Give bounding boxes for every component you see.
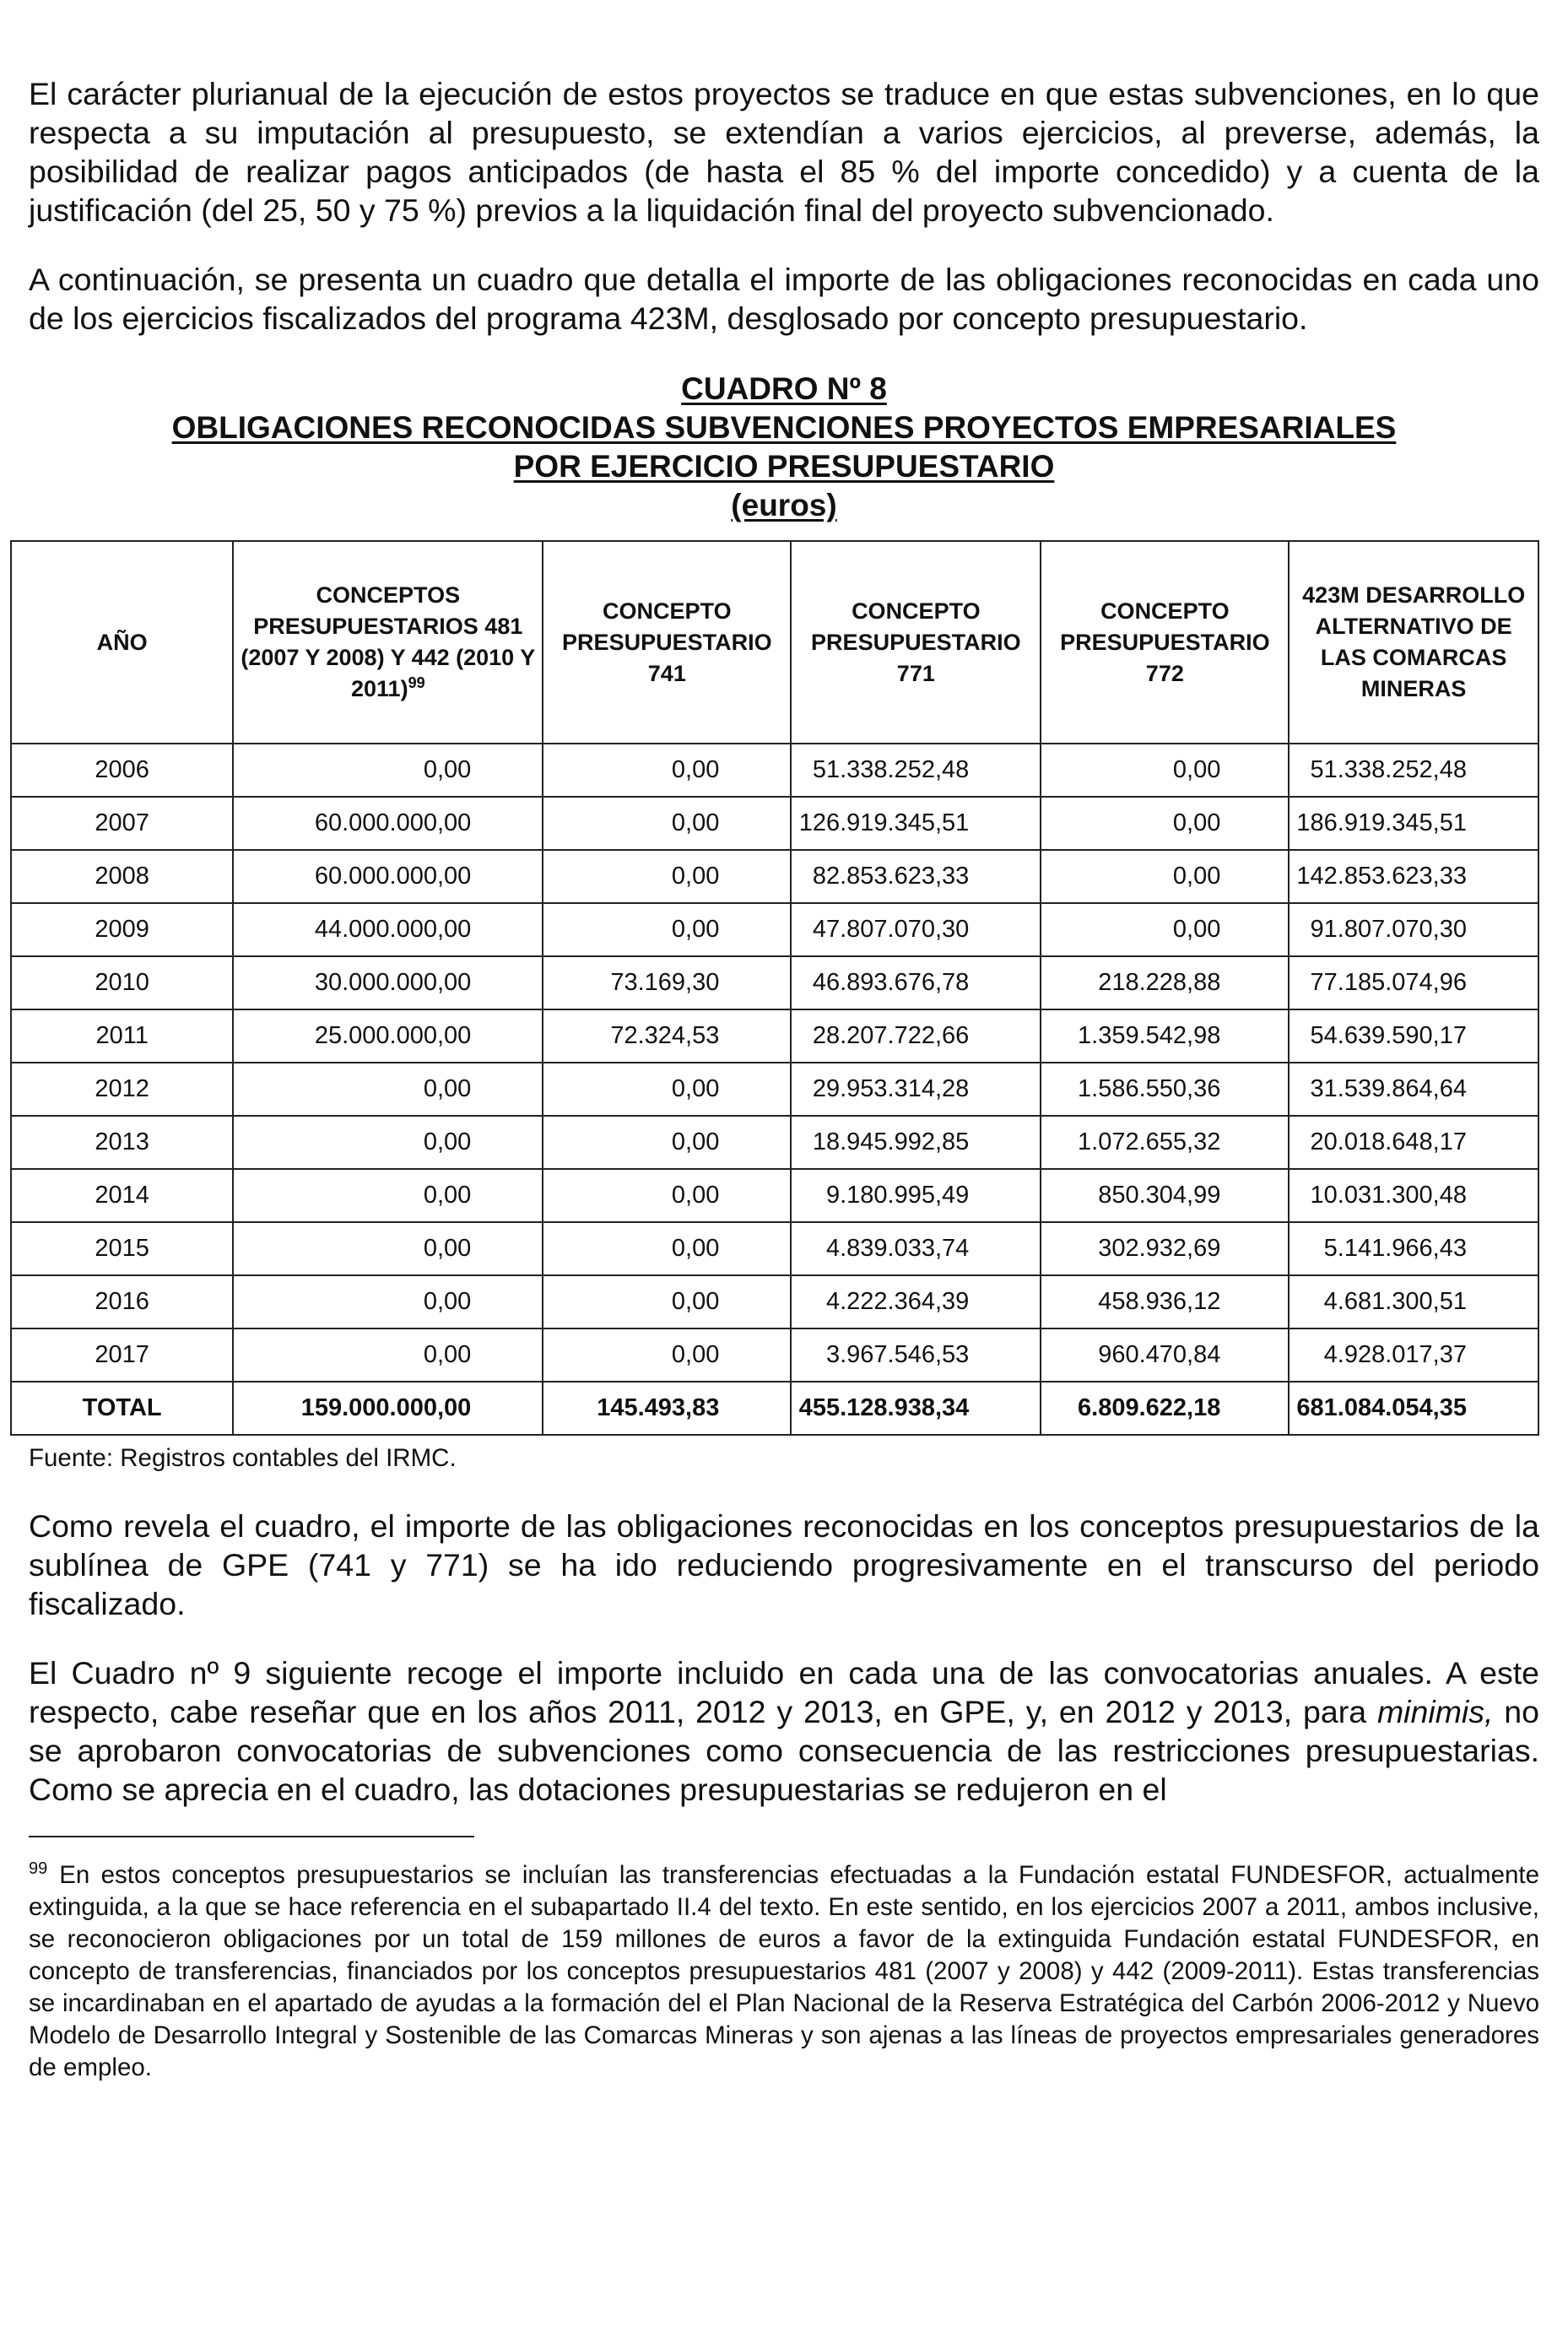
cell-value: 60.000.000,00 xyxy=(233,850,543,903)
table-row xyxy=(11,1275,1538,1328)
cell-value: 4.222.364,39 xyxy=(791,1275,1041,1328)
table-title-sub: POR EJERCICIO PRESUPUESTARIO xyxy=(513,449,1055,484)
table-total-row xyxy=(11,1382,1538,1435)
cell-value: 77.185.074,96 xyxy=(1289,956,1538,1009)
cell-year: 2017 xyxy=(11,1328,233,1382)
table-title-number: CUADRO Nº 8 xyxy=(681,371,887,406)
header-concept-771: CONCEPTO PRESUPUESTARIO 771 xyxy=(791,541,1041,744)
header-concept-741: CONCEPTO PRESUPUESTARIO 741 xyxy=(543,541,791,744)
cell-value: 25.000.000,00 xyxy=(233,1009,543,1063)
cell-value: 0,00 xyxy=(233,1328,543,1382)
cell-value: 0,00 xyxy=(233,1275,543,1328)
table-row xyxy=(11,1116,1538,1169)
cell-value: 458.936,12 xyxy=(1041,1275,1289,1328)
cell-value: 145.493,83 xyxy=(543,1382,791,1435)
cell-value: 0,00 xyxy=(543,744,791,797)
table-row xyxy=(11,903,1538,956)
footnote-separator xyxy=(29,1836,474,1837)
footnote-99 xyxy=(29,1853,1539,2084)
cell-value: 73.169,30 xyxy=(543,956,791,1009)
table-row xyxy=(11,1169,1538,1222)
header-concepts-481-442-label: CONCEPTOS PRESUPUESTARIOS 481 (2007 Y 2008) Y 442 (2010 Y 2011) xyxy=(241,582,536,701)
cell-value: 28.207.722,66 xyxy=(791,1009,1041,1063)
cell-value: 31.539.864,64 xyxy=(1289,1063,1538,1116)
cell-value: 681.084.054,35 xyxy=(1289,1382,1538,1435)
cell-value: 4.681.300,51 xyxy=(1289,1275,1538,1328)
cell-value: 0,00 xyxy=(1041,797,1289,850)
cell-value: 126.919.345,51 xyxy=(791,797,1041,850)
cell-value: 4.928.017,37 xyxy=(1289,1328,1538,1382)
cell-year: 2007 xyxy=(11,797,233,850)
table-source: Fuente: Registros contables del IRMC. xyxy=(29,1444,457,1472)
table-header-row xyxy=(11,541,1538,744)
cell-value: 218.228,88 xyxy=(1041,956,1289,1009)
document-page xyxy=(29,74,1539,2084)
cell-value: 0,00 xyxy=(233,1169,543,1222)
cell-value: 5.141.966,43 xyxy=(1289,1222,1538,1275)
cell-value: 1.586.550,36 xyxy=(1041,1063,1289,1116)
table-row xyxy=(11,797,1538,850)
cell-year: 2012 xyxy=(11,1063,233,1116)
cell-value: 850.304,99 xyxy=(1041,1169,1289,1222)
cell-value: 0,00 xyxy=(543,1328,791,1382)
cell-value: 186.919.345,51 xyxy=(1289,797,1538,850)
cell-value: 54.639.590,17 xyxy=(1289,1009,1538,1063)
header-year: AÑO xyxy=(11,541,233,744)
cell-value: 0,00 xyxy=(543,1169,791,1222)
cell-value: 46.893.676,78 xyxy=(791,956,1041,1009)
paragraph-3: Como revela el cuadro, el importe de las obligaciones reconocidas en los conceptos presupuestarios de la sublínea de GPE (741 y 771) se ha ido reduciendo progresivamente en el transcurso del periodo fiscalizado. xyxy=(29,1508,1539,1621)
cell-value: 960.470,84 xyxy=(1041,1328,1289,1382)
footnote-text: En estos conceptos presupuestarios se incluían las transferencias efectuadas a la Fundación estatal FUNDESFOR, actualmente extinguida, a la que se hace referencia en el subapartado II.4 del texto. En este sentido, en los ejercicios 2007 a 2011, ambos inclusive, se reconocieron obligaciones por un total de 159 millones de euros a favor de la extinguida Fundación estatal FUNDESFOR, en concepto de transferencias, financiados por los conceptos presupuestarios 481 (2007 y 2008) y 442 (2009-2011). Estas transferencias se incardinaban en el apartado de ayudas a la formación del el Plan Nacional de la Reserva Estratégica del Carbón 2006-2012 y Nuevo Modelo de Desarrollo Integral y Sostenible de las Comarcas Mineras y son ajenas a las líneas de proyectos empresariales generadores de empleo. xyxy=(29,1860,1539,2081)
cell-value: 455.128.938,34 xyxy=(791,1382,1041,1435)
cell-value: 6.809.622,18 xyxy=(1041,1382,1289,1435)
cell-value: 0,00 xyxy=(233,1063,543,1116)
cell-value: 18.945.992,85 xyxy=(791,1116,1041,1169)
paragraph-2: A continuación, se presenta un cuadro que detalla el importe de las obligaciones reconocidas en cada uno de los ejercicios fiscalizados del programa 423M, desglosado por concepto presupuestario. xyxy=(29,262,1539,336)
table-row xyxy=(11,1328,1538,1382)
cell-value: 0,00 xyxy=(233,1116,543,1169)
table-row xyxy=(11,1222,1538,1275)
cell-value: 0,00 xyxy=(543,1275,791,1328)
header-423m-total: 423M DESARROLLO ALTERNATIVO DE LAS COMARCAS MINERAS xyxy=(1289,541,1538,744)
cell-value: 30.000.000,00 xyxy=(233,956,543,1009)
table-title-unit: (euros) xyxy=(731,488,837,522)
table-row xyxy=(11,1063,1538,1116)
header-concepts-481-442 xyxy=(233,541,543,744)
cell-value: 47.807.070,30 xyxy=(791,903,1041,956)
cell-value: 0,00 xyxy=(543,850,791,903)
cell-value: 0,00 xyxy=(543,1222,791,1275)
table-row xyxy=(11,956,1538,1009)
table-title-block xyxy=(29,370,1539,525)
cell-year: 2006 xyxy=(11,744,233,797)
cell-value: 0,00 xyxy=(233,1222,543,1275)
cell-value: 0,00 xyxy=(233,744,543,797)
table-row xyxy=(11,850,1538,903)
cell-value: 20.018.648,17 xyxy=(1289,1116,1538,1169)
cell-value: 4.839.033,74 xyxy=(791,1222,1041,1275)
cell-value: 302.932,69 xyxy=(1041,1222,1289,1275)
cell-year: 2015 xyxy=(11,1222,233,1275)
cell-value: 44.000.000,00 xyxy=(233,903,543,956)
cell-value: 82.853.623,33 xyxy=(791,850,1041,903)
cell-value: 9.180.995,49 xyxy=(791,1169,1041,1222)
paragraph-4-italic: minimis, xyxy=(1376,1694,1494,1729)
table-title-main: OBLIGACIONES RECONOCIDAS SUBVENCIONES PROYECTOS EMPRESARIALES xyxy=(171,410,1397,445)
cell-year: 2013 xyxy=(11,1116,233,1169)
cell-value: 3.967.546,53 xyxy=(791,1328,1041,1382)
cell-year: 2008 xyxy=(11,850,233,903)
cell-value: 0,00 xyxy=(543,1063,791,1116)
paragraph-4 xyxy=(29,1653,1539,1809)
table-body xyxy=(11,744,1538,1435)
cell-value: 0,00 xyxy=(543,1116,791,1169)
cell-year: 2014 xyxy=(11,1169,233,1222)
paragraph-4-part-a: El Cuadro nº 9 siguiente recoge el importe incluido en cada una de las convocatorias anuales. A este respecto, cabe reseñar que en los años 2011, 2012 y 2013, en GPE, y, en 2012 y 2013, para xyxy=(29,1655,1539,1729)
cell-value: 0,00 xyxy=(1041,850,1289,903)
cell-value: 1.359.542,98 xyxy=(1041,1009,1289,1063)
cell-value: 0,00 xyxy=(543,903,791,956)
cell-value: 51.338.252,48 xyxy=(791,744,1041,797)
footnote-ref-sup: 99 xyxy=(408,674,425,691)
table-row xyxy=(11,1009,1538,1063)
paragraph-1: El carácter plurianual de la ejecución de estos proyectos se traduce en que estas subvenciones, en lo que respecta a su imputación al presupuesto, se extendían a varios ejercicios, al preverse, además, la posibilidad de realizar pagos anticipados (de hasta el 85 % del importe concedido) y a cuenta de la justificación (del 25, 50 y 75 %) previos a la liquidación final del proyecto subvencionado. xyxy=(29,76,1539,228)
obligations-table xyxy=(10,540,1539,1436)
cell-value: 51.338.252,48 xyxy=(1289,744,1538,797)
cell-value: 60.000.000,00 xyxy=(233,797,543,850)
header-concept-772: CONCEPTO PRESUPUESTARIO 772 xyxy=(1041,541,1289,744)
cell-year: 2010 xyxy=(11,956,233,1009)
cell-year: 2011 xyxy=(11,1009,233,1063)
cell-value: 72.324,53 xyxy=(543,1009,791,1063)
cell-value: 0,00 xyxy=(1041,903,1289,956)
cell-value: 0,00 xyxy=(543,797,791,850)
cell-year: 2016 xyxy=(11,1275,233,1328)
cell-year: 2009 xyxy=(11,903,233,956)
cell-value: 1.072.655,32 xyxy=(1041,1116,1289,1169)
footnote-number: 99 xyxy=(29,1859,48,1878)
cell-year: TOTAL xyxy=(11,1382,233,1435)
paragraph-4-part-b: no se aprobaron convocatorias de subvenciones como consecuencia de las restricciones presupuestarias. Como se aprecia en el cuadro, las dotaciones presupuestarias se redujeron en el xyxy=(29,1694,1539,1807)
cell-value: 142.853.623,33 xyxy=(1289,850,1538,903)
cell-value: 10.031.300,48 xyxy=(1289,1169,1538,1222)
cell-value: 0,00 xyxy=(1041,744,1289,797)
cell-value: 91.807.070,30 xyxy=(1289,903,1538,956)
table-row xyxy=(11,744,1538,797)
cell-value: 159.000.000,00 xyxy=(233,1382,543,1435)
cell-value: 29.953.314,28 xyxy=(791,1063,1041,1116)
